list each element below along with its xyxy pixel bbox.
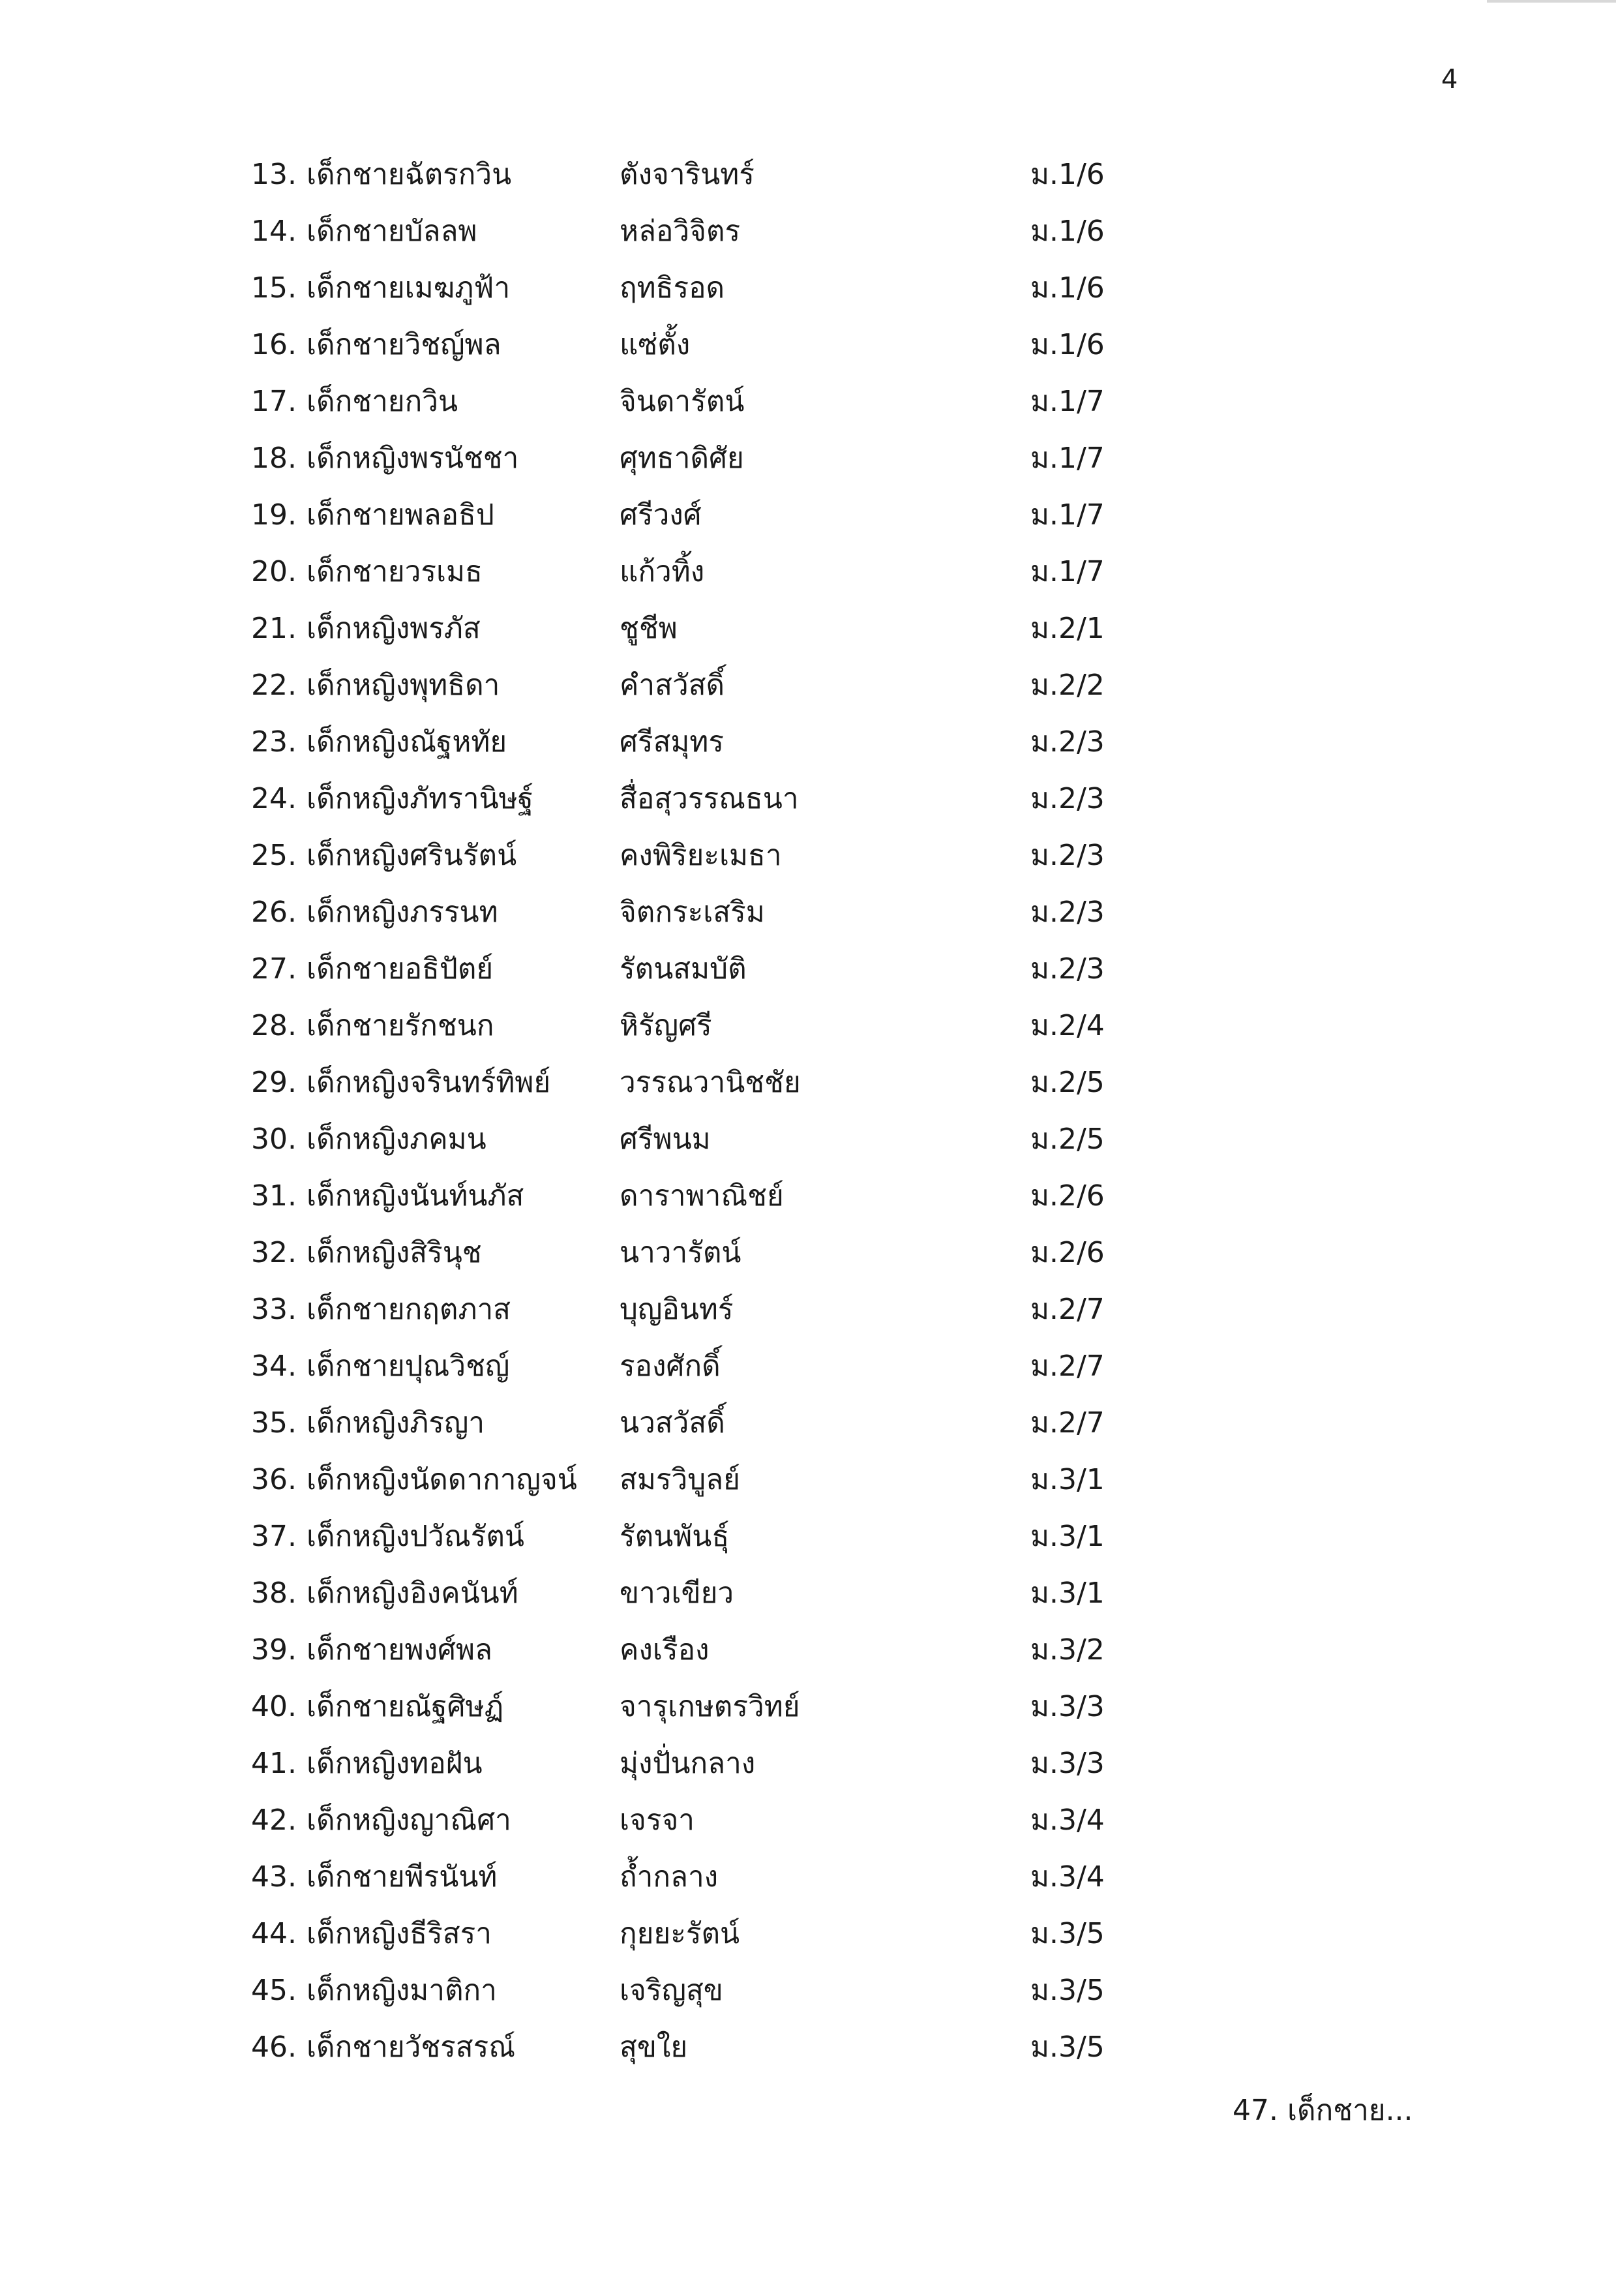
list-row	[0, 1111, 1616, 1168]
student-class: ม.2/3	[1030, 952, 1105, 986]
student-last-name: มุ่งปั่นกลาง	[620, 1747, 756, 1780]
student-class: ม.2/5	[1030, 1066, 1105, 1099]
row-number: 22.	[251, 669, 297, 702]
student-first-name: เด็กหญิงนัดดากาญจน์	[307, 1463, 577, 1496]
list-row	[0, 1622, 1616, 1679]
list-row	[0, 2019, 1616, 2076]
row-number: 31.	[251, 1179, 297, 1213]
list-row	[0, 1962, 1616, 2019]
student-class: ม.3/4	[1030, 1804, 1105, 1837]
row-number: 24.	[251, 782, 297, 815]
student-first-name: เด็กหญิงมาติกา	[307, 1974, 497, 2007]
student-first-name: เด็กหญิงธีริสรา	[307, 1917, 492, 1950]
row-number: 19.	[251, 498, 297, 532]
student-first-name: เด็กชายอธิปัตย์	[307, 952, 494, 986]
row-number: 40.	[251, 1690, 297, 1723]
student-class: ม.2/2	[1030, 669, 1105, 702]
student-class: ม.2/7	[1030, 1350, 1105, 1383]
row-number: 38.	[251, 1577, 297, 1610]
row-number: 42.	[251, 1804, 297, 1837]
student-first-name: เด็กชายวรเมธ	[307, 555, 483, 588]
list-row	[0, 827, 1616, 884]
row-number: 45.	[251, 1974, 297, 2007]
student-last-name: คงเรือง	[620, 1633, 710, 1667]
row-number: 16.	[251, 328, 297, 361]
student-class: ม.3/3	[1030, 1690, 1105, 1723]
list-row	[0, 316, 1616, 374]
student-first-name: เด็กหญิงภรรนท	[307, 896, 498, 929]
row-number: 36.	[251, 1463, 297, 1496]
student-last-name: หิรัญศรี	[620, 1009, 712, 1042]
row-number: 34.	[251, 1350, 297, 1383]
list-row	[0, 260, 1616, 317]
student-last-name: คงพิริยะเมธา	[620, 839, 782, 872]
list-row	[0, 657, 1616, 714]
student-first-name: เด็กชายวัชรสรณ์	[307, 2031, 516, 2064]
student-last-name: แซ่ตั้ง	[620, 328, 691, 361]
student-class: ม.2/3	[1030, 839, 1105, 872]
row-number: 18.	[251, 442, 297, 475]
list-row	[0, 941, 1616, 998]
student-first-name: เด็กชายฉัตรกวิน	[307, 158, 512, 191]
student-class: ม.1/6	[1030, 158, 1105, 191]
row-number: 39.	[251, 1633, 297, 1667]
list-row	[0, 1281, 1616, 1338]
list-row	[0, 1905, 1616, 1963]
student-first-name: เด็กหญิงพรนัชชา	[307, 442, 519, 475]
student-last-name: ดาราพาณิชย์	[620, 1179, 784, 1213]
list-row	[0, 1395, 1616, 1452]
student-last-name: หล่อวิจิตร	[620, 215, 741, 248]
list-row	[0, 543, 1616, 601]
student-class: ม.1/6	[1030, 328, 1105, 361]
row-number: 27.	[251, 952, 297, 986]
student-last-name: ศุทธาดิศัย	[620, 442, 744, 475]
list-row	[0, 997, 1616, 1055]
student-first-name: เด็กชายพีรนันท์	[307, 1860, 498, 1894]
row-number: 35.	[251, 1406, 297, 1440]
student-first-name: เด็กชายกฤตภาส	[307, 1293, 511, 1326]
student-class: ม.3/5	[1030, 2031, 1105, 2064]
row-number: 43.	[251, 1860, 297, 1894]
student-class: ม.3/1	[1030, 1520, 1105, 1553]
student-last-name: รัตนพันธุ์	[620, 1520, 730, 1553]
student-class: ม.2/6	[1030, 1236, 1105, 1269]
student-first-name: เด็กหญิงภัทรานิษฐ์	[307, 782, 533, 815]
list-row	[0, 373, 1616, 430]
list-row	[0, 1849, 1616, 1906]
student-class: ม.3/1	[1030, 1463, 1105, 1496]
student-last-name: นาวารัตน์	[620, 1236, 741, 1269]
list-row	[0, 1224, 1616, 1282]
student-first-name: เด็กชายพงศ์พล	[307, 1633, 492, 1667]
student-last-name: สมรวิบูลย์	[620, 1463, 740, 1496]
student-class: ม.1/7	[1030, 385, 1105, 418]
student-class: ม.2/3	[1030, 725, 1105, 759]
student-first-name: เด็กหญิงจรินทร์ทิพย์	[307, 1066, 551, 1099]
list-row	[0, 1792, 1616, 1849]
student-class: ม.3/2	[1030, 1633, 1105, 1667]
student-first-name: เด็กหญิงศรินรัตน์	[307, 839, 517, 872]
list-row	[0, 146, 1616, 204]
student-class: ม.2/3	[1030, 896, 1105, 929]
student-class: ม.3/1	[1030, 1577, 1105, 1610]
list-row	[0, 714, 1616, 771]
student-first-name: เด็กหญิงญาณิศา	[307, 1804, 511, 1837]
student-last-name: ศรีสมุทร	[620, 725, 725, 759]
row-number: 13.	[251, 158, 297, 191]
student-first-name: เด็กหญิงทอฝัน	[307, 1747, 483, 1780]
student-class: ม.2/6	[1030, 1179, 1105, 1213]
row-number: 20.	[251, 555, 297, 588]
student-first-name: เด็กชายบัลลพ	[307, 215, 477, 248]
list-row	[0, 1565, 1616, 1622]
student-last-name: เจรจา	[620, 1804, 695, 1837]
student-class: ม.1/7	[1030, 555, 1105, 588]
student-last-name: จารุเกษตรวิทย์	[620, 1690, 800, 1723]
list-row	[0, 430, 1616, 487]
student-class: ม.1/6	[1030, 271, 1105, 305]
row-number: 26.	[251, 896, 297, 929]
student-first-name: เด็กชายปุณวิชญ์	[307, 1350, 510, 1383]
student-first-name: เด็กหญิงภิรญา	[307, 1406, 485, 1440]
student-last-name: สื่อสุวรรณธนา	[620, 782, 799, 815]
row-number: 37.	[251, 1520, 297, 1553]
student-last-name: ตังจารินทร์	[620, 158, 755, 191]
list-row	[0, 1338, 1616, 1395]
student-last-name: บุญอินทร์	[620, 1293, 734, 1326]
student-last-name: ศรีพนม	[620, 1123, 711, 1156]
row-number: 46.	[251, 2031, 297, 2064]
student-last-name: ถ้ำกลาง	[620, 1860, 719, 1894]
row-number: 17.	[251, 385, 297, 418]
student-last-name: เจริญสุข	[620, 1974, 723, 2007]
list-row	[0, 1054, 1616, 1111]
student-last-name: จินดารัตน์	[620, 385, 745, 418]
student-class: ม.2/5	[1030, 1123, 1105, 1156]
student-first-name: เด็กชายกวิน	[307, 385, 458, 418]
student-class: ม.3/4	[1030, 1860, 1105, 1894]
student-class: ม.2/4	[1030, 1009, 1105, 1042]
row-number: 25.	[251, 839, 297, 872]
row-number: 15.	[251, 271, 297, 305]
row-number: 41.	[251, 1747, 297, 1780]
student-first-name: เด็กหญิงพรภัส	[307, 612, 481, 645]
list-row	[0, 770, 1616, 828]
student-last-name: แก้วทิ้ง	[620, 555, 705, 588]
student-last-name: คำสวัสดิ์	[620, 669, 725, 702]
student-first-name: เด็กหญิงอิงคนันท์	[307, 1577, 518, 1610]
student-class: ม.1/7	[1030, 498, 1105, 532]
student-last-name: ฤทธิรอด	[620, 271, 725, 305]
student-last-name: ขาวเขียว	[620, 1577, 734, 1610]
list-row	[0, 487, 1616, 544]
list-row	[0, 884, 1616, 941]
student-last-name: ชูชีพ	[620, 612, 678, 645]
student-last-name: วรรณวานิชชัย	[620, 1066, 801, 1099]
row-number: 28.	[251, 1009, 297, 1042]
page-number: 4	[1441, 65, 1458, 95]
student-first-name: เด็กชายณัฐศิษฏ์	[307, 1690, 504, 1723]
student-first-name: เด็กหญิงพุทธิดา	[307, 669, 500, 702]
list-row	[0, 1678, 1616, 1736]
row-number: 23.	[251, 725, 297, 759]
student-last-name: กุยยะรัตน์	[620, 1917, 740, 1950]
student-class: ม.2/3	[1030, 782, 1105, 815]
list-row	[0, 1735, 1616, 1792]
row-number: 30.	[251, 1123, 297, 1156]
list-row	[0, 1168, 1616, 1225]
student-class: ม.3/5	[1030, 1917, 1105, 1950]
list-row	[0, 1451, 1616, 1509]
row-number: 33.	[251, 1293, 297, 1326]
student-last-name: สุขใย	[620, 2031, 688, 2064]
row-number: 14.	[251, 215, 297, 248]
student-first-name: เด็กชายรักชนก	[307, 1009, 494, 1042]
student-class: ม.2/7	[1030, 1293, 1105, 1326]
student-last-name: จิตกระเสริม	[620, 896, 765, 929]
student-first-name: เด็กชายเมฆภูฟ้า	[307, 271, 511, 305]
student-class: ม.1/6	[1030, 215, 1105, 248]
row-number: 44.	[251, 1917, 297, 1950]
continued-marker: 47. เด็กชาย...	[1233, 2094, 1413, 2127]
student-last-name: ศรีวงศ์	[620, 498, 702, 532]
list-row	[0, 1508, 1616, 1565]
student-class: ม.2/7	[1030, 1406, 1105, 1440]
student-first-name: เด็กหญิงณัฐหทัย	[307, 725, 507, 759]
student-last-name: รัตนสมบัติ	[620, 952, 747, 986]
student-last-name: รองศักดิ์	[620, 1350, 721, 1383]
student-first-name: เด็กหญิงสิรินุช	[307, 1236, 482, 1269]
row-number: 21.	[251, 612, 297, 645]
student-first-name: เด็กหญิงภคมน	[307, 1123, 486, 1156]
student-first-name: เด็กชายวิชญ์พล	[307, 328, 501, 361]
student-class: ม.2/1	[1030, 612, 1105, 645]
row-number: 32.	[251, 1236, 297, 1269]
list-row	[0, 203, 1616, 260]
student-first-name: เด็กชายพลอธิป	[307, 498, 494, 532]
student-first-name: เด็กหญิงปวัณรัตน์	[307, 1520, 524, 1553]
student-class: ม.3/5	[1030, 1974, 1105, 2007]
row-number: 29.	[251, 1066, 297, 1099]
student-class: ม.3/3	[1030, 1747, 1105, 1780]
student-last-name: นวสวัสดิ์	[620, 1406, 725, 1440]
student-first-name: เด็กหญิงนันท์นภัส	[307, 1179, 524, 1213]
student-class: ม.1/7	[1030, 442, 1105, 475]
list-row	[0, 600, 1616, 657]
